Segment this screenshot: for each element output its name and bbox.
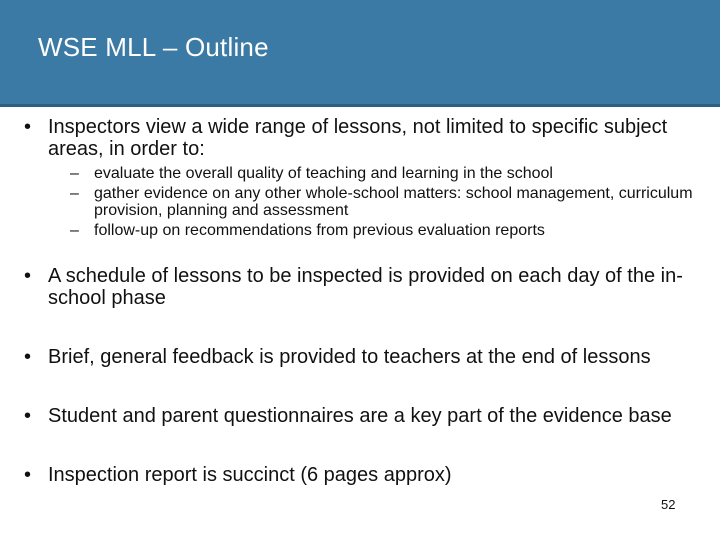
sub-bullet-item [22, 165, 717, 182]
dash-marker: – [70, 185, 79, 202]
bullet-item [22, 346, 717, 368]
bullet-text: A schedule of lessons to be inspected is provided on each day of the in-school phase [48, 265, 683, 309]
bullet-text: Inspection report is succinct (6 pages approx) [48, 464, 452, 486]
bullet-marker: • [24, 265, 32, 287]
sub-bullet-item [22, 222, 717, 239]
bullet-item [22, 464, 717, 486]
bullet-marker: • [24, 116, 32, 138]
sub-bullet-item [22, 185, 717, 219]
bullet-text: Student and parent questionnaires are a key part of the evidence base [48, 405, 672, 427]
sub-bullet-text: evaluate the overall quality of teaching and learning in the school [94, 165, 553, 182]
slide-body [22, 116, 717, 486]
bullet-item [22, 265, 717, 309]
bullet-text: Brief, general feedback is provided to teachers at the end of lessons [48, 346, 651, 368]
bullet-item [22, 405, 717, 427]
dash-marker: – [70, 165, 79, 182]
title-divider [0, 104, 720, 107]
bullet-marker: • [24, 346, 32, 368]
page-number: 52 [661, 497, 676, 512]
bullet-marker: • [24, 464, 32, 486]
bullet-item [22, 116, 717, 160]
sub-bullet-text: follow-up on recommendations from previous evaluation reports [94, 222, 545, 239]
dash-marker: – [70, 222, 79, 239]
bullet-marker: • [24, 405, 32, 427]
title-bar [0, 0, 720, 107]
slide-title: WSE MLL – Outline [38, 32, 269, 62]
bullet-text: Inspectors view a wide range of lessons, not limited to specific subject areas, in order to: [48, 116, 668, 160]
sub-bullet-text: gather evidence on any other whole-school matters: school management, curriculum provision, planning and assessment [94, 185, 693, 219]
